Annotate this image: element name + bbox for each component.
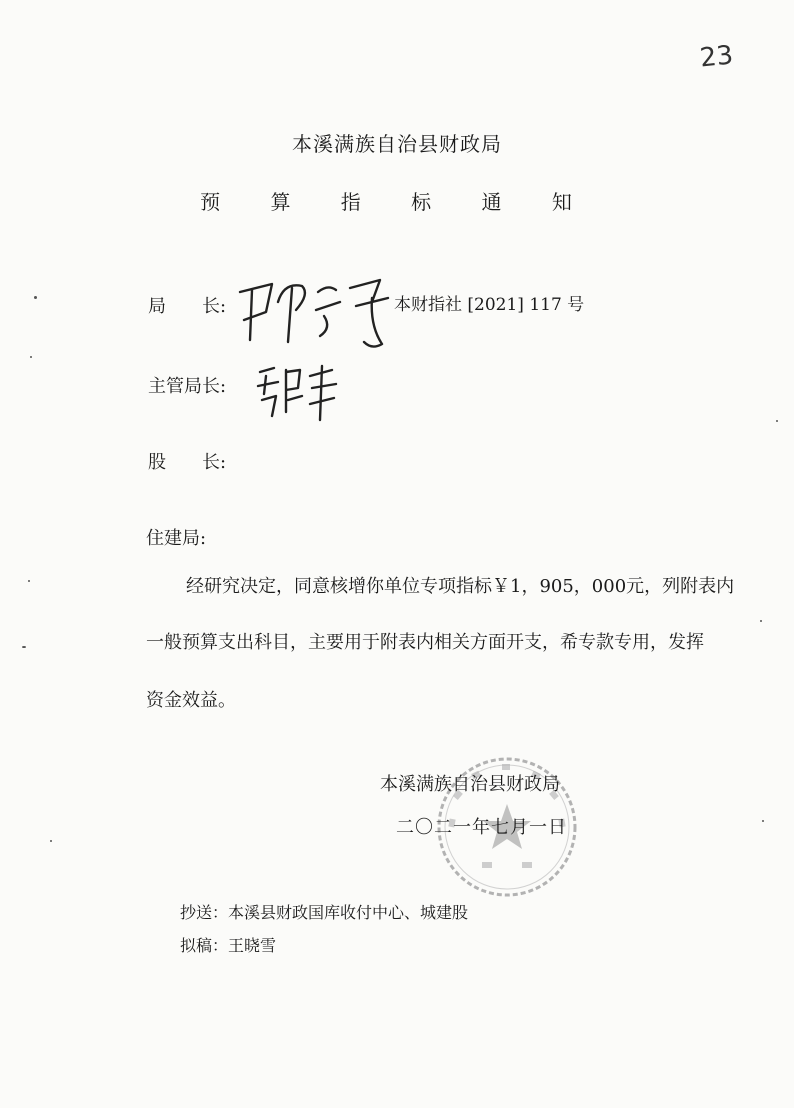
issuer-heading: 本溪满族自治县财政局 xyxy=(292,132,502,156)
body-line-1: 经研究决定，同意核增你单位专项指标￥1，905，000元，列附表内 xyxy=(186,576,735,597)
signature-issuer: 本溪满族自治县财政局 xyxy=(380,774,560,795)
signature-date: 二〇二一年七月一日 xyxy=(396,817,567,838)
deputy-director-label: 主管局长: xyxy=(148,376,227,397)
scan-speck xyxy=(34,296,37,299)
director-signature xyxy=(232,262,402,362)
scan-speck xyxy=(28,580,30,582)
document-title: 预 算 指 标 通 知 xyxy=(200,190,594,214)
scan-speck xyxy=(30,356,32,358)
handwritten-page-number: 23 xyxy=(698,40,735,74)
scan-speck xyxy=(776,420,778,422)
director-label: 局 长: xyxy=(148,296,227,317)
scan-speck xyxy=(50,840,52,842)
section-chief-label: 股 长: xyxy=(148,452,227,473)
cc-line: 抄送：本溪县财政国库收付中心、城建股 xyxy=(180,903,469,922)
scan-speck xyxy=(762,820,764,822)
document-number: 本财指社 [2021] 117 号 xyxy=(394,295,585,315)
recipient: 住建局: xyxy=(146,528,207,549)
body-line-2: 一般预算支出科目，主要用于附表内相关方面开支，希专款专用，发挥 xyxy=(146,632,704,653)
body-line-3: 资金效益。 xyxy=(146,690,236,711)
deputy-director-signature xyxy=(252,358,342,428)
scan-speck xyxy=(760,620,762,622)
scan-speck xyxy=(22,646,26,648)
drafter-line: 拟稿：王晓雪 xyxy=(180,936,277,955)
